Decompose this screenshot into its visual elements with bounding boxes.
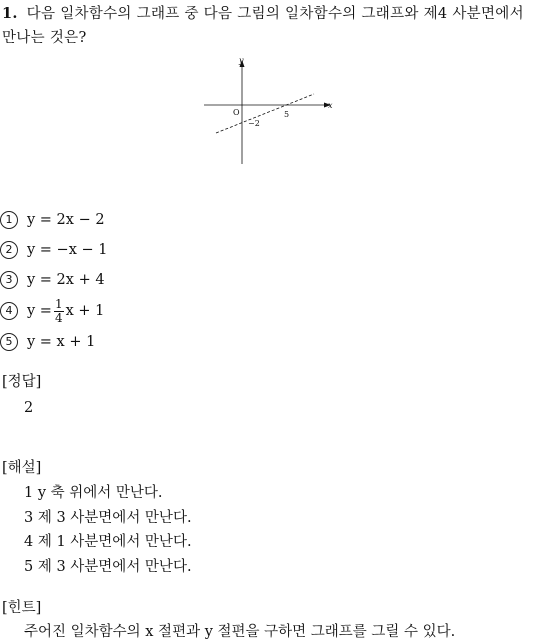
answer-value: 2 — [24, 400, 34, 416]
solution-label: [해설] — [2, 460, 42, 476]
choice-1-number-icon: 1 — [0, 211, 18, 229]
choice-1[interactable] — [0, 205, 300, 235]
choice-2[interactable] — [0, 235, 300, 265]
fraction-numerator: 1 — [54, 296, 63, 311]
choice-4-prefix: y = — [27, 303, 52, 319]
y-axis-label: y — [239, 56, 244, 65]
graph-svg — [200, 54, 336, 170]
solution-body — [24, 481, 192, 579]
choice-3-text: y = 2x + 4 — [27, 272, 105, 288]
solution-line: 1 y 축 위에서 만난다. — [24, 485, 163, 501]
solution-line: 3 제 3 사분면에서 만난다. — [24, 509, 192, 526]
choice-4-fraction — [54, 298, 64, 325]
choice-5-number-icon: 5 — [0, 333, 18, 351]
question — [2, 2, 530, 50]
choice-2-text: y = −x − 1 — [27, 242, 108, 258]
x-axis-label: x — [328, 101, 333, 110]
choice-4-suffix: x + 1 — [65, 303, 105, 319]
hint-text: 주어진 일차함수의 x 절편과 y 절편을 구하면 그래프를 그릴 수 있다. — [24, 624, 456, 640]
solution-line: 5 제 3 사분면에서 만난다. — [24, 558, 192, 575]
choice-4-number-icon: 4 — [0, 302, 18, 320]
choice-5-text: y = x + 1 — [27, 334, 96, 350]
choice-3-number-icon: 3 — [0, 271, 18, 289]
choice-4[interactable] — [0, 295, 300, 327]
question-text: 다음 일차함수의 그래프 중 다음 그림의 일차함수의 그래프와 제4 사분면에서 만나는 것은? — [2, 6, 524, 46]
x-intercept-label: 5 — [284, 110, 290, 119]
solution-line: 4 제 1 사분면에서 만난다. — [24, 534, 192, 550]
hint-label: [힌트] — [2, 600, 42, 616]
choice-1-text: y = 2x − 2 — [27, 212, 105, 228]
question-number: 1. — [2, 5, 18, 22]
choice-3[interactable] — [0, 265, 300, 295]
function-line — [216, 94, 314, 133]
choice-list — [0, 205, 300, 357]
origin-label: O — [233, 108, 240, 117]
choice-2-number-icon: 2 — [0, 241, 18, 259]
line-graph — [200, 54, 336, 170]
y-intercept-label: −2 — [248, 119, 260, 128]
answer-label: [정답] — [2, 374, 42, 390]
choice-5[interactable] — [0, 327, 300, 357]
fraction-denominator: 4 — [54, 310, 63, 325]
